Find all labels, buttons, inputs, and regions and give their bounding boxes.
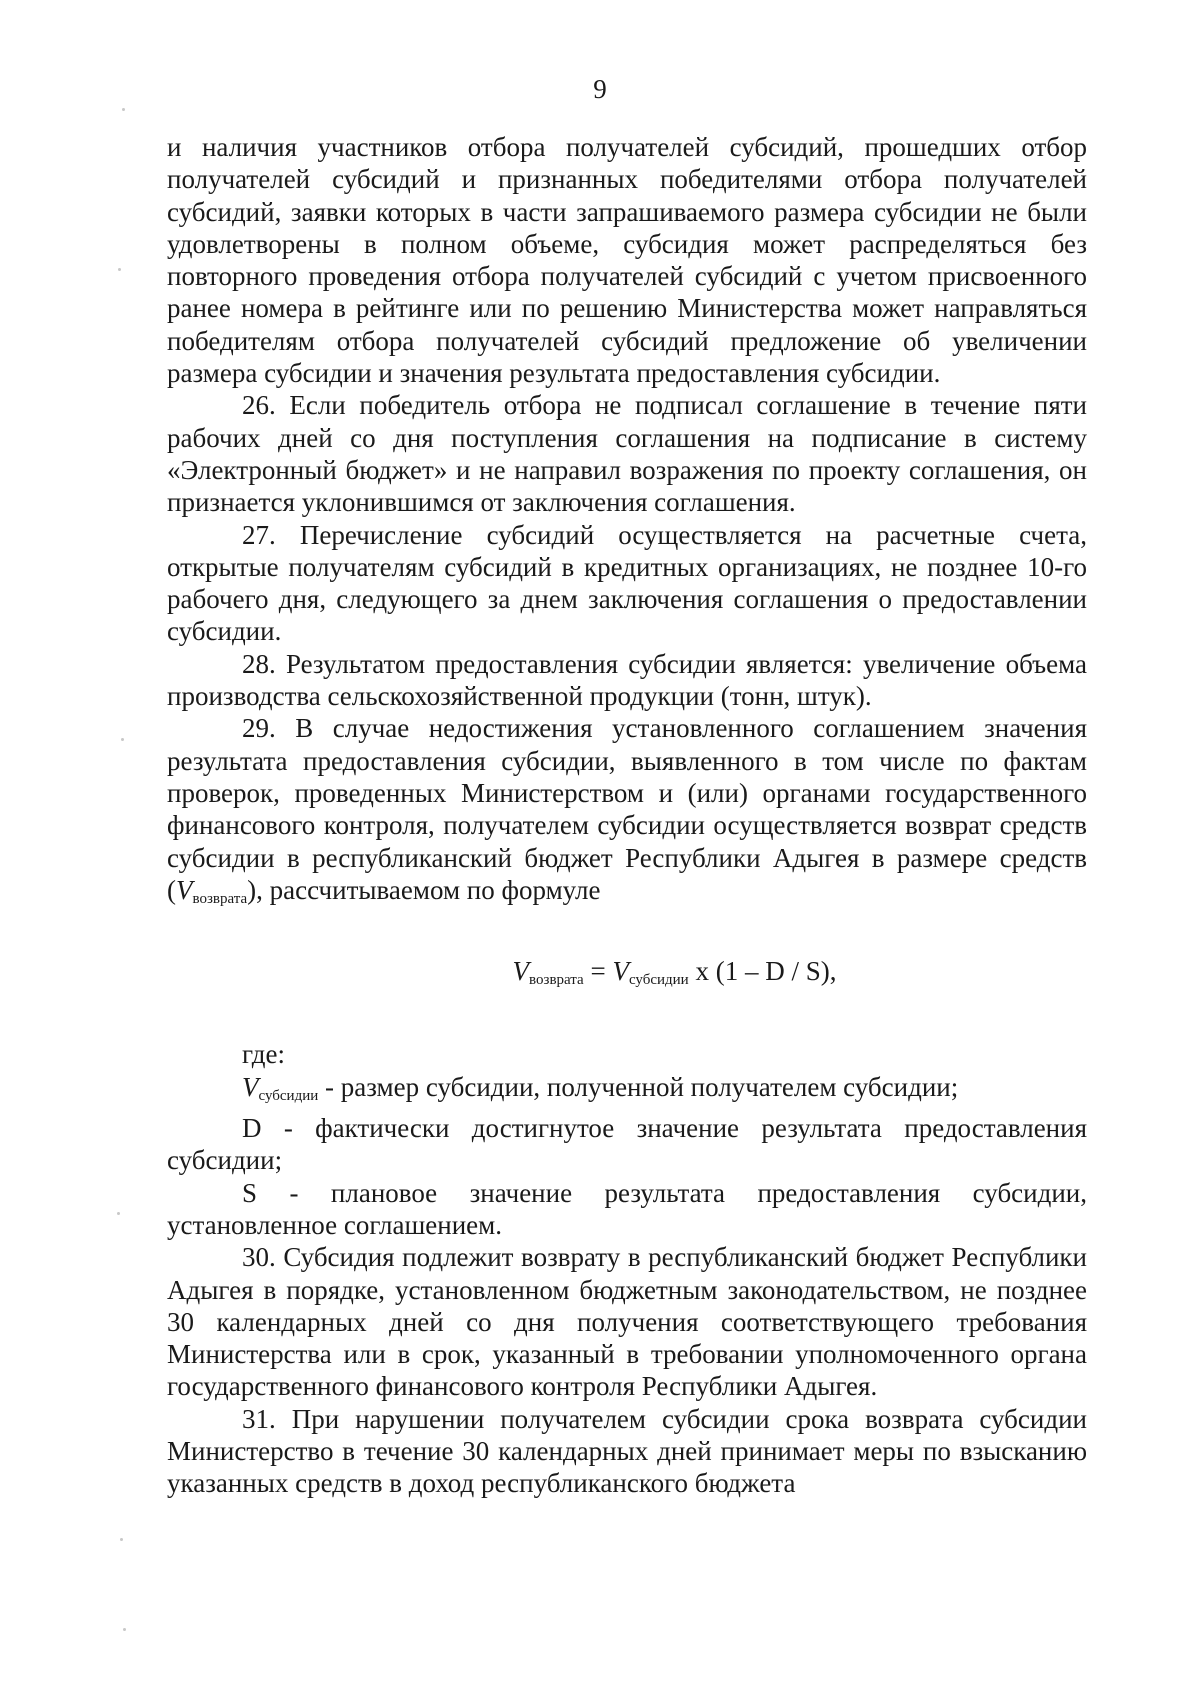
- paragraph-29-text: 29. В случае недостижения установленного соглашением значения результата предоставления субсидии, выявленного в том числе по фактам проверок, проведенных Министерством и (или) органами государственного финансового контроля, получателем субсидии осуществляется возврат средств субсидии в республиканский бюджет Республики Адыгея в размере средств (: [167, 713, 1087, 905]
- definition-s: S - плановое значение результата предоставления субсидии, установленное соглашением.: [167, 1177, 1087, 1240]
- formula-equals: =: [583, 956, 613, 987]
- paragraph-30: 30. Субсидия подлежит возврату в республиканский бюджет Республики Адыгея в порядке, установленном бюджетным законодательством, не позднее 30 календарных дней со дня получения соответствующего требования Министерства или в срок, указанный в требовании уполномоченного органа государственного финансового контроля Республики Адыгея.: [167, 1242, 1087, 1402]
- definition-v-subsidy: [167, 1071, 1087, 1112]
- formula-v-subsidy: V: [612, 956, 629, 987]
- document-body: [167, 131, 1087, 1500]
- def-subsidy-subscript: субсидии: [258, 1087, 319, 1104]
- def-v-subsidy-text: - размер субсидии, полученной получателем субсидии;: [318, 1071, 959, 1102]
- scan-speck: [121, 738, 124, 741]
- where-label: где:: [242, 1039, 285, 1070]
- paragraph-28: 28. Результатом предоставления субсидии является: увеличение объема производства сельскохозяйственной продукции (тонн, штук).: [167, 648, 1087, 712]
- scan-speck: [123, 1628, 126, 1631]
- scan-speck: [117, 1212, 120, 1215]
- scan-speck: [120, 1538, 123, 1541]
- page-number: 9: [593, 74, 607, 104]
- formula-return-subscript: возврата: [529, 972, 584, 989]
- paragraph-29-text-end: ), рассчитываемом по формуле: [247, 874, 601, 905]
- v-return-subscript: возврата: [192, 890, 248, 907]
- paragraph-31: 31. При нарушении получателем субсидии срока возврата субсидии Министерство в течение 30 календарных дней принимает меры по взысканию указанных средств в доход республиканского бюджета: [167, 1403, 1087, 1499]
- paragraph-27: 27. Перечисление субсидий осуществляется на расчетные счета, открытые получателям субсидий в кредитных организациях, не позднее 10-го рабочего дня, следующего за днем заключения соглашения о предоставлении субсидии.: [167, 519, 1087, 647]
- def-v-symbol: V: [242, 1071, 259, 1102]
- paragraph-29: [167, 712, 1087, 915]
- v-symbol: V: [176, 874, 193, 905]
- definition-d: D - фактически достигнутое значение результата предоставления субсидии;: [167, 1113, 1087, 1176]
- paragraph-26: 26. Если победитель отбора не подписал соглашение в течение пяти рабочих дней со дня поступления соглашения на подписание в систему «Электронный бюджет» и не направил возражения по проекту соглашения, он признается уклонившимся от заключения соглашения.: [167, 390, 1087, 518]
- formula-rest: x (1 – D / S),: [688, 956, 837, 987]
- scan-speck: [122, 108, 125, 111]
- scan-speck: [118, 268, 121, 271]
- formula-v-return: V: [512, 956, 530, 987]
- return-formula: [167, 955, 1087, 996]
- paragraph-intro: и наличия участников отбора получателей субсидий, прошедших отбор получателей субсидий и признанных победителями отбора получателей субсидий, заявки которых в части запрашиваемого размера субсидии не были удовлетворены в полном объеме, субсидия может распределяться без повторного проведения отбора получателей субсидий с учетом присвоенного ранее номера в рейтинге или по решению Министерства может направляться победителям отбора получателей субсидий предложение об увеличении размера субсидии и значения результата предоставления субсидии.: [167, 132, 1087, 389]
- formula-subsidy-subscript: субсидии: [628, 972, 689, 989]
